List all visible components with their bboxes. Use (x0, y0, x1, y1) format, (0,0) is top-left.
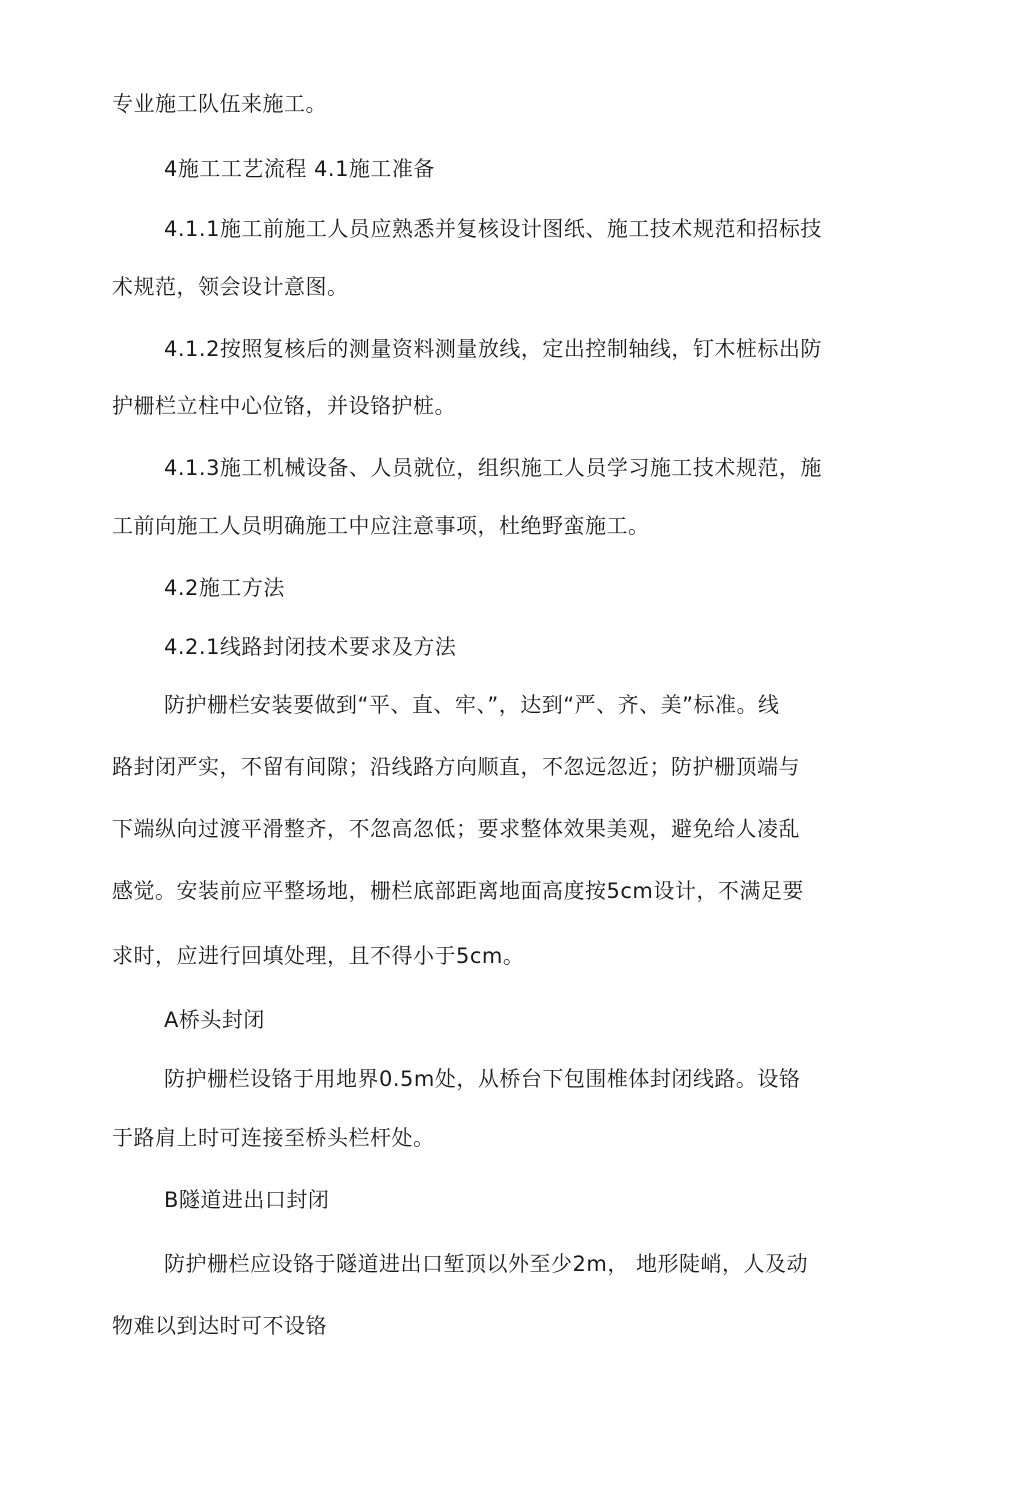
section-heading: B隧道进出口封闭 (164, 1188, 330, 1212)
text-line: 4.1.3施工机械设备、人员就位，组织施工人员学习施工技术规范，施 (164, 456, 822, 480)
text-line: 物难以到达时可不设铬 (112, 1314, 327, 1338)
text-line: 4.1.2按照复核后的测量资料测量放线，定出控制轴线，钉木桩标出防 (164, 337, 822, 361)
section-heading: 4.2施工方法 (164, 576, 285, 600)
text-line: 求时，应进行回填处理，且不得小于5cm。 (112, 944, 525, 968)
text-line: 工前向施工人员明确施工中应注意事项，杜绝野蛮施工。 (112, 514, 650, 538)
text-line: 感觉。安装前应平整场地，栅栏底部距离地面高度按5cm设计，不满足要 (112, 879, 804, 903)
text-line: 路封闭严实，不留有间隙；沿线路方向顺直，不忽远忽近；防护栅顶端与 (112, 755, 800, 779)
text-line: 下端纵向过渡平滑整齐，不忽高忽低；要求整体效果美观，避免给人凌乱 (112, 817, 800, 841)
text-line: 防护栅栏设铬于用地界0.5m处，从桥台下包围椎体封闭线路。设铬 (164, 1067, 801, 1091)
text-line: 防护栅栏安装要做到“平、直、牢、”，达到“严、齐、美”标准。线 (164, 693, 780, 717)
text-line: 4.1.1施工前施工人员应熟悉并复核设计图纸、施工技术规范和招标技 (164, 217, 822, 241)
text-line: 于路肩上时可连接至桥头栏杆处。 (112, 1126, 435, 1150)
text-line: 术规范，领会设计意图。 (112, 275, 349, 299)
text-line: 专业施工队伍来施工。 (112, 92, 327, 116)
section-heading: 4.2.1线路封闭技术要求及方法 (164, 635, 457, 659)
section-heading: A桥头封闭 (164, 1008, 265, 1032)
text-line: 护栅栏立柱中心位铬，并设铬护桩。 (112, 394, 456, 418)
section-heading: 4施工工艺流程 4.1施工准备 (164, 157, 435, 181)
text-line: 防护栅栏应设铬于隧道进出口堑顶以外至少2m， 地形陡峭，人及动 (164, 1252, 808, 1276)
